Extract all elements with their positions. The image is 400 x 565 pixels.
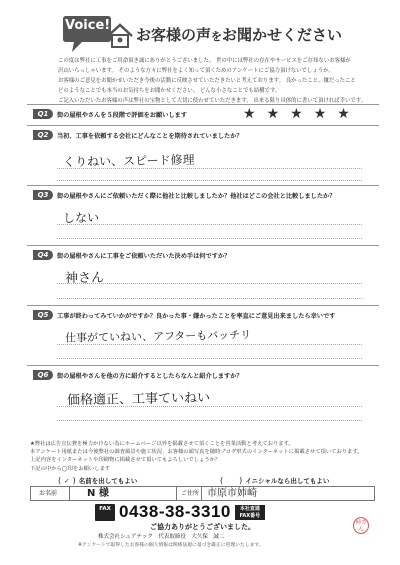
answer-line — [57, 298, 362, 299]
question-q2 — [27, 125, 379, 183]
permission-options — [30, 476, 375, 486]
intro-line: お客様のご意見をお聞かせいただき今後の活動に反映させていただきたいと考えております。 良かったこと、嫌だったこと — [58, 78, 356, 84]
question-q3 — [27, 185, 379, 243]
answer-line — [57, 344, 362, 345]
question-text: 街の屋根やさんに工事をご依頼いただいた決め手は何ですか？ — [57, 253, 231, 260]
answer-line — [57, 406, 362, 407]
answer-line — [57, 420, 362, 421]
option-label: イニシャルなら出してもよい — [245, 477, 330, 485]
page-title: お客様の声をお聞かせください — [136, 26, 343, 44]
note-line: 上記内容をインターネットや印刷物に掲載させて頂いてもよろしいでしょうか？ — [30, 457, 221, 464]
question-q6 — [27, 365, 379, 423]
answer-line — [57, 224, 362, 225]
address-value: 市原市姉崎 — [207, 488, 257, 499]
question-number: Q1 — [33, 109, 53, 119]
privacy-note: ※アンケートで取得したお客様の個人情報は関係法規に基づき厳正に管理いたします。 — [78, 543, 264, 548]
question-q1 — [27, 104, 379, 124]
answer-line — [57, 180, 362, 181]
question-q4 — [27, 245, 379, 303]
thanks-text: ご協力ありがとうございました。 — [150, 523, 255, 531]
name-label: お名前 — [39, 490, 58, 497]
handwritten-answer: 価格適正、工事ていねい — [66, 390, 211, 409]
star-icon: ★ — [243, 106, 256, 122]
name-value: N 様 — [87, 488, 109, 499]
intro-line: 沢山いらっしゃいます。 そのような方々に弊社をよく知って頂くためのアンケートにご協力頂けないでしょうか。 — [58, 68, 334, 74]
permission-initials-ok[interactable]: ( ) イニシャルなら出してもよい — [220, 476, 330, 485]
answer-line — [57, 358, 362, 359]
option-label: 名前を出してもよい — [78, 477, 138, 485]
seal-stamp: 神さん — [354, 519, 367, 533]
star-icon: ★ — [313, 106, 327, 122]
question-text: 当初、工事を依頼する会社にどんなことを期待されていましたか？ — [57, 133, 243, 140]
address-label: ご住所 — [181, 490, 200, 497]
note-line: 下記の中から◯印をお願いします — [30, 465, 111, 472]
question-text: 街の屋根やさんを他の方に紹介するとしたらなんと紹介しますか？ — [57, 373, 243, 380]
star-icon: ★ — [266, 106, 280, 122]
question-number: Q5 — [33, 310, 53, 320]
handwritten-answer: しない — [62, 210, 100, 226]
company-name: 株式会社シェアテック 代表取締役 大久保 誠二 — [98, 534, 225, 540]
intro-line: ご記入いただいたお客様の声は弊社の宝物として大切に使わせていただきます。 出来る限り具体的に書いて頂ければ幸いです。 — [58, 98, 367, 104]
question-number: Q6 — [33, 370, 53, 380]
consent-note — [30, 440, 375, 473]
house-icon — [106, 22, 134, 50]
question-number: Q2 — [33, 130, 53, 140]
header — [62, 14, 342, 56]
permission-name-ok[interactable]: ( ✓ ) 名前を出してもよい — [58, 476, 138, 485]
star-icon: ★ — [290, 106, 303, 122]
handwritten-answer: 仕事がていねい、アフターもバッチリ — [64, 328, 252, 345]
question-text: 街の屋根やさんにご依頼いただく際に他社と比較しましたか？他社はどこの会社と比較しましたか？ — [57, 193, 336, 200]
answer-line — [57, 168, 362, 169]
name-address-box — [30, 486, 375, 501]
fax-row — [95, 503, 265, 521]
answer-line — [57, 238, 362, 239]
fax-number: 0438-38-3310 — [119, 502, 231, 521]
question-text: 工事が終わってみていかがですか？良かった事・嫌かったことを率直にご意見出来ましたら幸いです — [57, 313, 336, 320]
intro-line: どのようなことでも本当のお気持ちをお聞かせください。 どんな小さなことでも結構です。 — [58, 88, 281, 94]
voice-badge: Voice! — [65, 18, 111, 33]
question-number: Q4 — [33, 250, 53, 260]
star-icon: ★ — [337, 106, 350, 122]
note-line: 本アンケート用紙または今後弊社の調査風景や施工状況、お客様の顔写真を随時ブログ形式のインターネットに掲載させて頂いております。 — [30, 449, 363, 456]
fax-icon: FAX — [95, 504, 115, 521]
question-number: Q3 — [33, 190, 53, 200]
fax-badge: 本社直通 FAX番号 — [235, 505, 265, 520]
handwritten-answer: 神さん — [64, 270, 105, 287]
check-mark: ✓ — [64, 476, 70, 485]
rating-stars — [243, 107, 350, 121]
intro-line: この度は弊社に工事をご用命頂き誠にありがとうございました。 世の中には弊社の存在やサービスをご存知ないお客様が — [58, 58, 351, 64]
handwritten-answer: くりねい、スピード修理 — [62, 152, 195, 170]
question-q5 — [27, 305, 379, 363]
question-text: 街の屋根やさんを５段階で評価をお願いします — [57, 112, 187, 119]
intro-text — [58, 56, 367, 106]
note-line: ★弊社は広告宣伝費を極力かけない為にホームページ以外を掲載させて頂くことを営業活動と考えております。 — [30, 441, 294, 447]
answer-line — [57, 283, 362, 284]
